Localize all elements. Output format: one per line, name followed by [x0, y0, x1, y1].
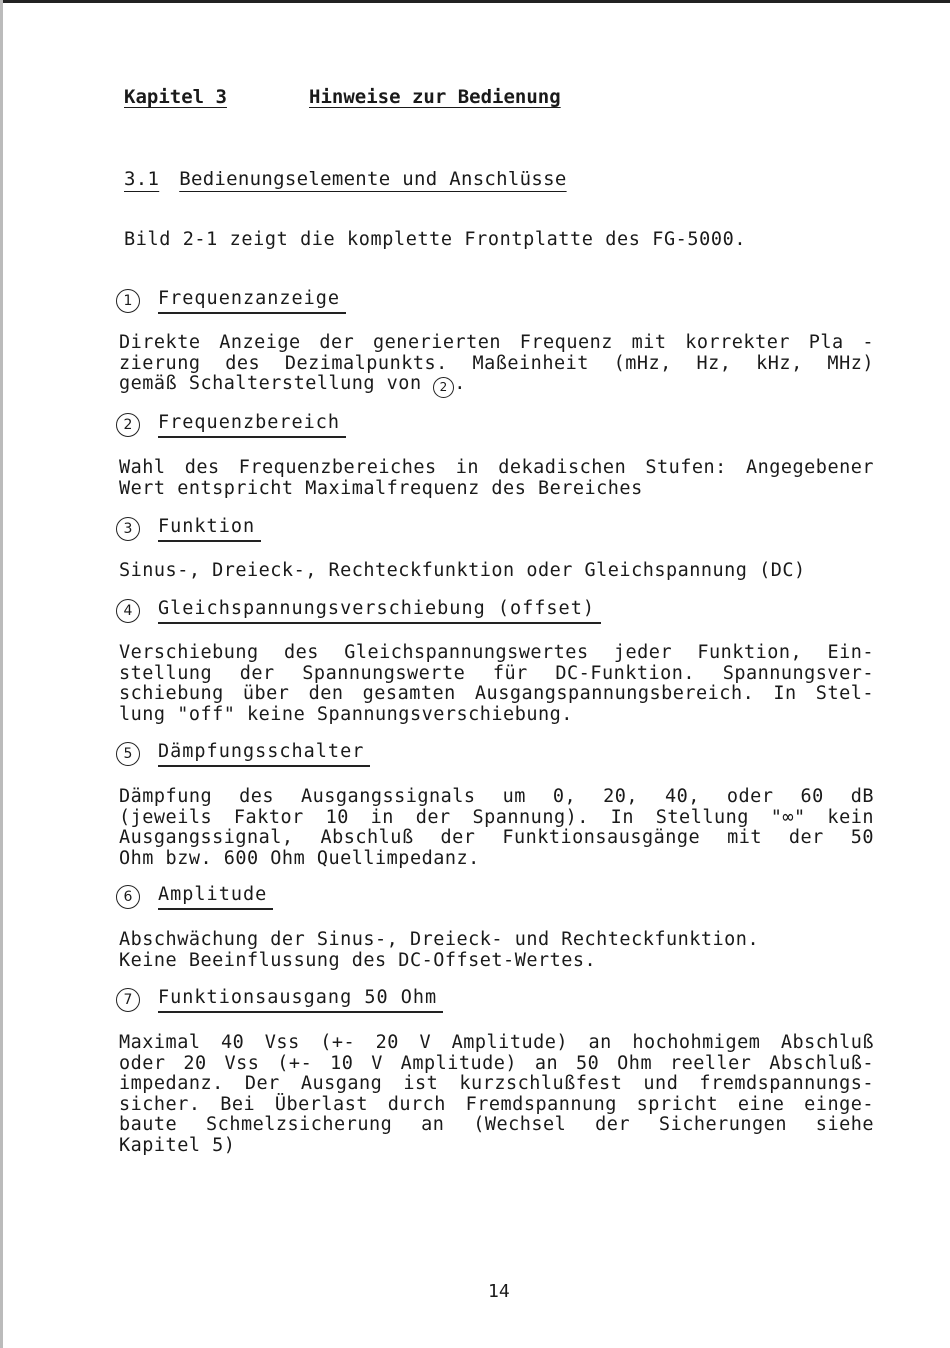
item-body — [119, 458, 874, 499]
body-line: sicher. Bei Überlast durch Fremdspannung spricht eine einge- — [119, 1093, 874, 1115]
item-heading — [116, 596, 601, 626]
body-line: (jeweils Faktor 10 in der Spannung). In Stellung "∞" kein — [119, 806, 874, 828]
item-heading — [116, 985, 443, 1015]
body-line: Keine Beeinflussung des DC-Offset-Wertes. — [119, 949, 597, 971]
body-line: Dämpfung des Ausgangssignals um 0, 20, 40, oder 60 dB — [119, 786, 874, 807]
item-title: Funktion — [158, 516, 261, 542]
page-number: 14 — [488, 1281, 510, 1302]
body-line: Ausgangssignal, Abschluß der Funktionsausgänge mit der 50 — [119, 827, 874, 848]
item-reference: 2 — [433, 377, 454, 398]
section-number: 3.1 — [124, 168, 160, 190]
body-line: Wahl des Frequenzbereiches in dekadischen Stufen: Angegebener — [119, 457, 874, 478]
body-line: Ohm bzw. 600 Ohm Quellimpedanz. — [119, 847, 480, 869]
item-heading — [116, 286, 346, 316]
section-heading — [124, 168, 567, 190]
item-title: Dämpfungsschalter — [158, 741, 370, 767]
body-line: zierung des Dezimalpunkts. Maßeinheit (mHz, Hz, kHz, MHz) — [119, 352, 874, 374]
chapter-heading — [124, 86, 561, 108]
item-heading — [116, 514, 261, 544]
body-line: stellung der Spannungswerte für DC-Funktion. Spannungsver- — [119, 662, 874, 684]
item-number: 3 — [116, 517, 140, 541]
item-title: Amplitude — [158, 884, 273, 910]
body-line: lung "off" keine Spannungsverschiebung. — [119, 703, 573, 725]
body-line: Wert entspricht Maximalfrequenz des Bereiches — [119, 477, 643, 499]
item-number: 2 — [116, 413, 140, 437]
item-heading — [116, 882, 273, 912]
body-line: oder 20 Vss (+- 10 V Amplitude) an 50 Ohm reeller Abschluß- — [119, 1052, 874, 1074]
scan-edge-left — [0, 0, 3, 1348]
item-title: Frequenzbereich — [158, 412, 346, 438]
body-line: Direkte Anzeige der generierten Frequenz mit korrekter Pla - — [119, 332, 874, 353]
scan-edge-top — [0, 0, 950, 3]
body-line: gemäß Schalterstellung von 2 . — [119, 374, 874, 398]
body-line: Sinus-, Dreieck-, Rechteckfunktion oder Gleichspannung (DC) — [119, 560, 806, 581]
body-line: Abschwächung der Sinus-, Dreieck- und Rechteckfunktion. — [119, 929, 760, 950]
item-title: Gleichspannungsverschiebung (offset) — [158, 598, 601, 624]
item-body — [119, 643, 874, 725]
item-number: 6 — [116, 885, 140, 909]
chapter-title: Hinweise zur Bedienung — [309, 86, 561, 108]
section-title: Bedienungselemente und Anschlüsse — [179, 168, 567, 190]
item-body — [119, 787, 874, 869]
body-line: impedanz. Der Ausgang ist kurzschlußfest und fremdspannungs- — [119, 1073, 874, 1094]
item-title: Funktionsausgang 50 Ohm — [158, 987, 443, 1013]
item-number: 1 — [116, 289, 140, 313]
item-heading — [116, 739, 370, 769]
body-line: Kapitel 5) — [119, 1134, 236, 1156]
item-number: 4 — [116, 599, 140, 623]
item-body — [119, 930, 874, 971]
body-line: Maximal 40 Vss (+- 20 V Amplitude) an hochohmigem Abschluß — [119, 1032, 874, 1053]
intro-text: Bild 2-1 zeigt die komplette Frontplatte des FG-5000. — [124, 229, 747, 250]
body-line: schiebung über den gesamten Ausgangspannungsbereich. In Stel- — [119, 683, 874, 704]
body-line: Verschiebung des Gleichspannungswertes jeder Funktion, Ein- — [119, 642, 874, 663]
body-line: baute Schmelzsicherung an (Wechsel der Sicherungen siehe — [119, 1114, 874, 1135]
item-number: 5 — [116, 742, 140, 766]
item-title: Frequenzanzeige — [158, 288, 346, 314]
item-heading — [116, 410, 346, 440]
item-number: 7 — [116, 988, 140, 1012]
item-body — [119, 333, 874, 398]
item-body — [119, 1033, 874, 1156]
item-body — [119, 561, 874, 582]
chapter-label: Kapitel 3 — [124, 86, 227, 108]
